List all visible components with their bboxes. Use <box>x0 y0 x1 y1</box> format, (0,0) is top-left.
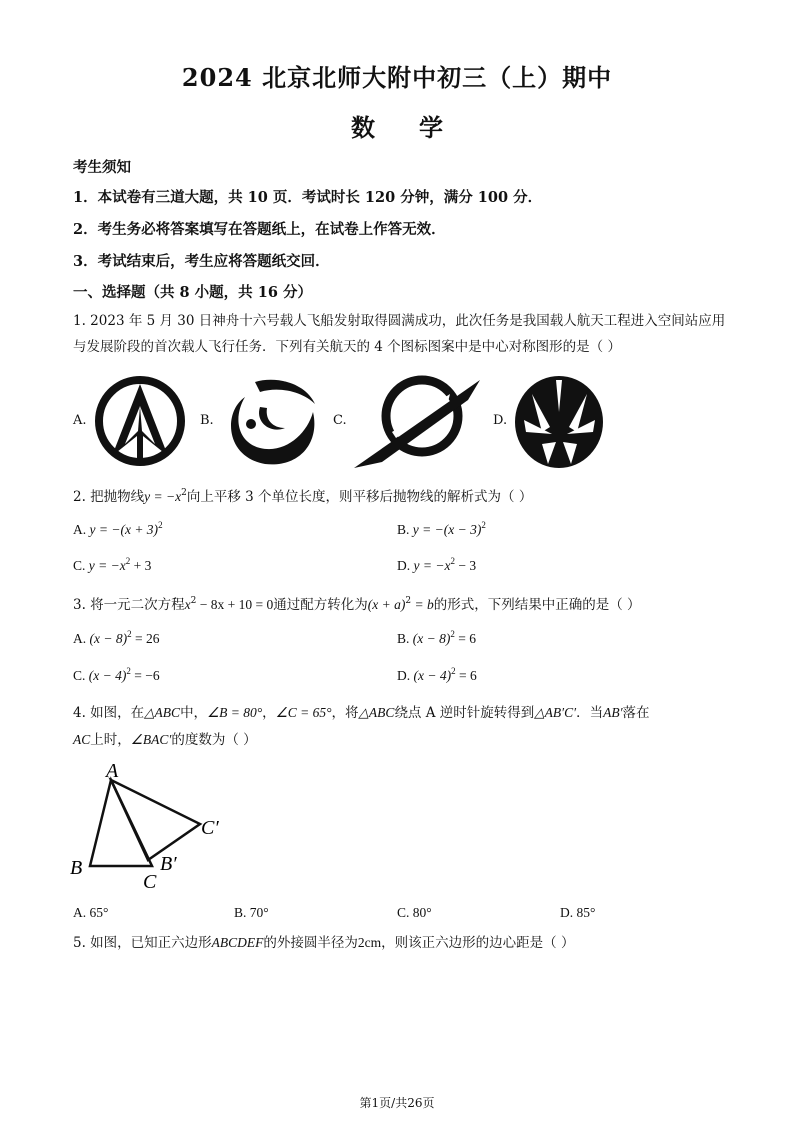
q3-eq: x <box>184 597 191 612</box>
q4-l1a: 4. 如图，在 <box>73 705 145 721</box>
q4-option-d-text: 85° <box>576 905 596 920</box>
fig-label-c-prime: C′ <box>201 817 219 839</box>
q4-tri: △ABC <box>144 705 181 720</box>
q3-option-b-tail: = 6 <box>454 631 476 646</box>
fig-label-b: B <box>70 857 83 879</box>
q4-stem-line2 <box>73 727 257 753</box>
subject-char-1: 数 <box>351 113 375 142</box>
q4-l2b: 上时， <box>90 732 131 748</box>
q2-option-b-label: B. <box>397 522 410 537</box>
q2-option-d-tail: − 3 <box>454 558 477 573</box>
q4-option-b-text: 70° <box>249 905 269 920</box>
q2-option-b-text: y = −(x − 3) <box>412 522 482 537</box>
q1-option-c-label: C. <box>333 413 347 428</box>
q3-prefix: 3. 将一元二次方程 <box>73 597 185 613</box>
fig-label-b-prime: B′ <box>160 853 177 875</box>
q4-stem-line1 <box>73 700 650 726</box>
q4-tri3: △AB′C′ <box>534 705 577 720</box>
q4-option-b-label: B. <box>234 905 247 920</box>
section-heading: 一、选择题（共 8 小题，共 16 分） <box>73 284 312 301</box>
q4-option-a <box>73 905 108 921</box>
subject-char-2: 学 <box>419 113 443 142</box>
q2-stem-math: y = −x <box>144 489 182 504</box>
note-item-2: 2．考生务必将答案填写在答题纸上，在试卷上作答无效． <box>73 221 446 238</box>
q3-option-c-exp: 2 <box>126 666 131 676</box>
q3-form-tail: = b <box>411 597 434 612</box>
q2-option-c-text: y = −x <box>88 558 126 573</box>
q4-option-d <box>560 905 595 921</box>
q2-suffix: 向上平移 3 个单位长度，则平移后抛物线的解析式为（ ） <box>186 489 533 505</box>
q3-option-d-label: D. <box>397 668 411 683</box>
q2-prefix: 2. 把抛物线 <box>73 489 145 505</box>
flame-emblem-icon <box>512 372 607 476</box>
subject-title <box>0 108 794 143</box>
q3-option-d-tail: = 6 <box>455 668 477 683</box>
q4-option-d-label: D. <box>560 905 574 920</box>
q4-angle: ∠BAC′ <box>130 732 172 747</box>
q2-option-d-exp: 2 <box>450 556 455 566</box>
q5-stem <box>73 930 574 956</box>
q3-option-d-exp: 2 <box>451 666 456 676</box>
q4-l1e: ．当 <box>576 705 604 721</box>
q1-stem-line1: 1. 2023 年 5 月 30 日神舟十六号载人飞船发射取得圆满成功，此次任务是我国载人航天工程进入空间站应用 <box>73 313 726 329</box>
fig-label-c: C <box>143 871 157 893</box>
q3-option-c-base: (x − 4) <box>88 668 127 683</box>
q2-option-d-text: y = −x <box>413 558 451 573</box>
q2-option-c-exp: 2 <box>125 556 131 566</box>
q2-stem-exp: 2 <box>181 488 187 498</box>
q3-option-a-label: A. <box>73 631 87 646</box>
q3-form-exp: 2 <box>405 596 412 606</box>
q4-l1b: 中， <box>180 705 208 721</box>
q1-stem-line2: 与发展阶段的首次载人飞行任务．下列有关航天的 4 个图标图案中是中心对称图形的是（ ） <box>73 339 621 355</box>
q3-mid: 通过配方转化为 <box>273 597 368 613</box>
q4-option-c <box>397 905 432 921</box>
q2-option-b-exp: 2 <box>481 520 486 530</box>
q3-stem <box>73 592 641 618</box>
q1-option-d-label: D. <box>493 413 508 428</box>
note-item-1: 1．本试卷有三道大题，共 10 页．考试时长 120 分钟，满分 100 分． <box>73 189 543 206</box>
notes-heading: 考生须知 <box>73 159 131 176</box>
q5-r: 2cm <box>357 935 382 950</box>
q3-form: (x + a) <box>367 597 406 612</box>
q3-option-b <box>397 631 476 647</box>
q3-option-d-base: (x − 4) <box>413 668 452 683</box>
orbit-slash-icon <box>352 372 482 476</box>
q3-option-c <box>73 668 160 684</box>
q1-option-b-label: B. <box>200 413 214 428</box>
q4-option-a-text: 65° <box>89 905 109 920</box>
q4-option-a-label: A. <box>73 905 87 920</box>
q3-option-a-base: (x − 8) <box>89 631 128 646</box>
q2-option-d <box>397 558 476 574</box>
q4-l2c: 的度数为（ ） <box>171 732 257 748</box>
q2-option-a <box>73 522 163 538</box>
q5-b: 的外接圆半径为 <box>263 935 358 951</box>
q2-option-c-tail: + 3 <box>130 558 152 573</box>
q2-option-a-exp: 2 <box>158 520 163 530</box>
q4-angle-b: ∠B = 80° <box>207 705 263 720</box>
q2-option-c <box>73 558 151 574</box>
page-number: 第1页/共26页 <box>359 1096 435 1110</box>
q4-triangle-figure <box>66 758 246 902</box>
q3-option-a <box>73 631 159 647</box>
q3-option-c-label: C. <box>73 668 86 683</box>
q4-option-c-text: 80° <box>412 905 432 920</box>
q5-hex: ABCDEF <box>211 935 264 950</box>
q5-a: 5. 如图，已知正六边形 <box>73 935 212 951</box>
q2-option-a-label: A. <box>73 522 87 537</box>
fig-label-a: A <box>106 760 119 782</box>
q3-option-a-tail: = 26 <box>131 631 160 646</box>
q4-sep: ， <box>262 705 276 721</box>
q4-l1f: 落在 <box>622 705 650 721</box>
arrow-emblem-icon <box>90 376 190 470</box>
q3-option-a-exp: 2 <box>127 629 132 639</box>
q4-ac: AC <box>73 732 91 747</box>
note-item-3: 3．考试结束后，考生应将答题纸交回． <box>73 253 330 270</box>
q4-ab: AB′ <box>603 705 623 720</box>
page-title: 2024 北京北师大附中初三（上）期中 <box>181 63 613 92</box>
q4-tri2: △ABC <box>358 705 395 720</box>
q2-option-a-text: y = −(x + 3) <box>89 522 159 537</box>
q3-option-d <box>397 668 477 684</box>
q3-eq-exp: 2 <box>190 596 197 606</box>
q2-option-c-label: C. <box>73 558 86 573</box>
q3-suffix: 的形式，下列结果中正确的是（ ） <box>433 597 641 613</box>
q4-angle-c: ∠C = 65° <box>275 705 332 720</box>
crescent-swirl-icon <box>215 372 325 476</box>
q3-option-b-exp: 2 <box>450 629 455 639</box>
q2-stem <box>73 484 532 510</box>
q3-option-b-label: B. <box>397 631 410 646</box>
q2-option-b <box>397 522 486 538</box>
q3-option-b-base: (x − 8) <box>412 631 451 646</box>
q2-option-d-label: D. <box>397 558 411 573</box>
q3-eq-tail: − 8x + 10 = 0 <box>196 597 274 612</box>
q1-option-a-label: A. <box>73 413 87 428</box>
q3-option-c-tail: = −6 <box>130 668 160 683</box>
q4-option-b <box>234 905 269 921</box>
q5-c: ，则该正六边形的边心距是（ ） <box>381 935 575 951</box>
q4-l1d: 绕点 A 逆时针旋转得到 <box>394 705 535 721</box>
q4-l1c: ，将 <box>331 705 359 721</box>
q4-option-c-label: C. <box>397 905 410 920</box>
